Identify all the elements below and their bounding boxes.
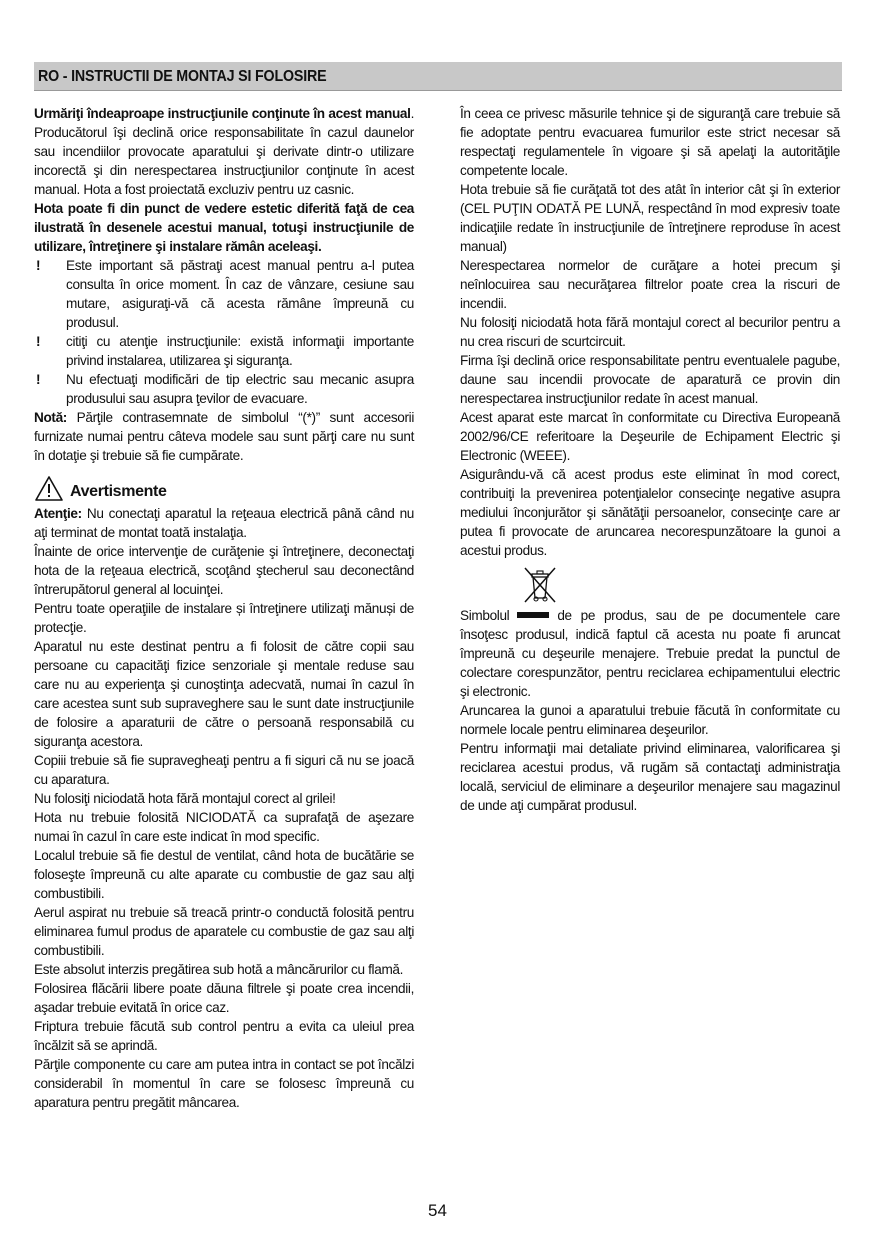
paragraph: Copiii trebuie să fie supravegheaţi pentru a fi siguri că nu se joacă cu aparatura. — [34, 753, 414, 787]
page-number: 54 — [428, 1201, 447, 1220]
bullet-text: Nu efectuaţi modificări de tip electric sau mecanic asupra produsului sau asupra ţevilor de evacuare. — [66, 372, 414, 406]
crossed-bin-icon — [520, 564, 560, 604]
attention-label: Atenţie: — [34, 506, 82, 521]
intro-paragraph — [34, 104, 414, 199]
intro-rest: . Producătorul îşi declină orice responsabilitate în cazul daunelor sau incendiilor provocate aparatului şi derivate dintr-o utilizare incorectă şi din nerespectarea instrucţiunilor conţinute în acest manual. Hota a fost proiectată excluziv pentru uz casnic. — [34, 106, 414, 197]
paragraph: Nu folosiţi niciodată hota fără montajul corect al becurilor pentru a nu crea riscuri de scurtcircuit. — [460, 315, 840, 349]
attention-paragraph — [34, 504, 414, 542]
paragraph: Folosirea flăcării libere poate dăuna filtrele şi poate crea incendii, aşadar trebuie evitată în orice caz. — [34, 981, 414, 1015]
symbol-label: Simbolul — [460, 608, 510, 623]
paragraph: Nerespectarea normelor de curăţare a hotei precum şi neînlocuirea sau necurăţarea filtrelor poate crea la riscuri de incendii. — [460, 258, 840, 311]
weee-symbol-wrap — [460, 562, 840, 606]
paragraph: Părţile componente cu care am putea intra in contact se pot încălzi considerabil în momentul în care se folosesc împreună cu aparatura pentru pregătit mâncarea. — [34, 1057, 414, 1110]
section-header-bar — [34, 62, 842, 91]
bullet-text: citiţi cu atenţie instrucţiunile: există informaţii importante privind instalarea, utilizarea şi siguranţa. — [66, 334, 414, 368]
paragraph: Aruncarea la gunoi a aparatului trebuie făcută în conformitate cu normele locale pentru eliminarea deşeurilor. — [460, 703, 840, 737]
attention-text: Nu conectaţi aparatul la reţeaua electrică până când nu aţi terminat de montat toată instalaţia. — [34, 506, 414, 540]
warning-heading — [34, 475, 414, 502]
bullet-mark: ! — [36, 258, 41, 273]
intro-bold: Urmăriţi îndeaproape instrucţiunile conţinute în acest manual — [34, 106, 411, 121]
paragraph: Pentru informaţii mai detaliate privind eliminarea, valorificarea şi reciclarea acestui produs, vă rugăm să contactaţi administraţia locală, serviciul de eliminare a deşeurilor menajere sau magazinul de unde aţi cumpărat produsul. — [460, 741, 840, 813]
paragraph: Friptura trebuie făcută sub control pentru a evita ca uleiul prea încălzit să se aprindă. — [34, 1019, 414, 1053]
paragraph: Hota nu trebuie folosită NICIODATĂ ca suprafaţă de aşezare numai în cazul în care este indicat în mod specific. — [34, 810, 414, 844]
paragraph: Înainte de orice intervenţie de curăţenie şi întreţinere, deconectaţi hota de la reţeaua electrică, scoţând ştecherul sau deconectând întrerupătorul general al locuinţei. — [34, 544, 414, 597]
paragraph: Aerul aspirat nu trebuie să treacă printr-o conductă folosită pentru eliminarea fumul produs de aparatele cu combustie de gaz sau alţi combustibili. — [34, 905, 414, 958]
note-paragraph — [34, 408, 414, 465]
bullet-mark: ! — [36, 334, 41, 349]
bullet-item — [34, 332, 414, 370]
bullet-text: Este important să păstraţi acest manual pentru a-l putea consulta în orice moment. În caz de vânzare, cesiune sau mutare, asiguraţi-vă că acesta rămâne împreună cu produsul. — [66, 258, 414, 330]
symbol-text: de pe produs, sau de pe documentele care însoţesc produsul, indică faptul că acesta nu poate fi aruncat împreună cu deşeurile menajere. Trebuie predat la punctul de colectare corespunzător, pentru reciclarea echipamentului electric şi electronic. — [460, 608, 840, 699]
bullet-mark: ! — [36, 372, 41, 387]
left-column — [34, 104, 414, 1112]
warning-triangle-icon — [34, 475, 64, 502]
paragraph: Aparatul nu este destinat pentru a fi folosit de către copii sau persoane cu capacităţi fizice senzoriale şi mentale reduse sau care nu au experienţa şi cunoştinţa adecvată, numai în cazul în care acestea sunt sub supraveghere sau le sunt date instrucţiunile de folosire a aparaturii de către o persoană responsabilă cu siguranţa acestora. — [34, 639, 414, 749]
note-text: Părţile contrasemnate de simbolul “(*)” sunt accesorii furnizate numai pentru câteva modele sau sunt părţi care nu sunt în dotaţie şi trebuie să fie cumpărate. — [34, 410, 414, 463]
weee-bar-symbol-icon — [517, 612, 549, 618]
paragraph: Este absolut interzis pregătirea sub hotă a mâncărurilor cu flamă. — [34, 962, 404, 977]
bullet-item — [34, 370, 414, 408]
paragraph: Acest aparat este marcat în conformitate cu Directiva Europeană 2002/96/CE referitoare la Deşeurile de Echipament Electric şi Electronic (WEEE). — [460, 410, 840, 463]
symbol-paragraph — [460, 606, 840, 701]
paragraph: Hota trebuie să fie curăţată tot des atât în interior cât şi în exterior (CEL PUŢIN ODATĂ PE LUNĂ, respectând în mod expresiv toate indicaţiile redate în instrucţiunile de întreţinere reproduse în acest manual) — [460, 182, 840, 254]
notice-bold: Hota poate fi din punct de vedere estetic diferită faţă de cea ilustrată în desenele acestui manual, totuşi instrucţiunile de utilizare, întreţinere şi instalare rămân aceleaşi. — [34, 201, 414, 254]
section-title: RO - INSTRUCTII DE MONTAJ SI FOLOSIRE — [38, 68, 327, 85]
paragraph: Firma îşi declină orice responsabilitate pentru eventualele pagube, daune sau incendii provocate de aparatură ce provin din nerespectarea instrucţiunilor redate în acest manual. — [460, 353, 840, 406]
paragraph: Pentru toate operaţiile de instalare și întreţinere utilizaţi mănuși de protecţie. — [34, 601, 414, 635]
paragraph: Nu folosiţi niciodată hota fără montajul corect al grilei! — [34, 791, 336, 806]
paragraph: Localul trebuie să fie destul de ventilat, când hota de bucătărie se foloseşte împreună cu alte aparate cu combustie de gaz sau alţi combustibili. — [34, 848, 414, 901]
bullet-item — [34, 256, 414, 332]
note-label: Notă: — [34, 410, 67, 425]
right-column — [460, 104, 840, 815]
paragraph: În ceea ce privesc măsurile tehnice şi de siguranţă care trebuie să fie adoptate pentru evacuarea fumurilor este strict necesar să respectaţi regulamentele în vigoare şi să apelaţi la autorităţile competente locale. — [460, 106, 840, 178]
warning-title: Avertismente — [70, 483, 167, 500]
paragraph: Asigurându-vă că acest produs este eliminat în mod corect, contribuiţi la prevenirea potenţialelor consecinţe negative asupra mediului înconjurător şi sănătăţii persoanelor, consecinţe care ar putea fi provocate de aruncarea necorespunzătoare la gunoi a acestui produs. — [460, 467, 840, 558]
